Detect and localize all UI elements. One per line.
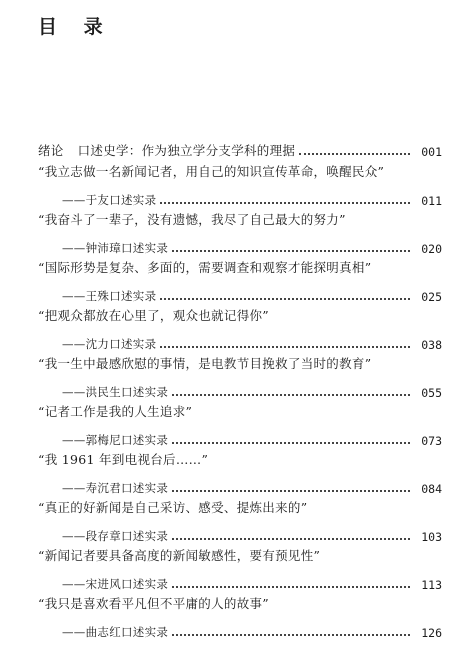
toc-entry-page: 011 <box>421 194 442 208</box>
toc-entry-quote-line <box>38 548 442 564</box>
toc-entry-author: ——寿沉君口述实录 <box>62 481 169 495</box>
toc-entry-quote: “记者工作是我的人生追求” <box>38 404 193 419</box>
toc-entry-author-line <box>38 288 442 304</box>
toc-entry-author: ——于友口述实录 <box>62 193 157 207</box>
leader-dots <box>172 634 410 636</box>
toc-entry-page: 025 <box>421 290 442 304</box>
toc-entry-quote: “新闻记者要具备高度的新闻敏感性，要有预见性” <box>38 548 321 563</box>
toc-entry-page: 073 <box>421 434 442 448</box>
toc-entry-quote: “把观众都放在心里了，观众也就记得你” <box>38 308 269 323</box>
toc-entry-author: ——郭梅尼口述实录 <box>62 433 169 447</box>
toc-intro-label: 绪论 <box>38 143 64 158</box>
toc-entry-author: ——曲志红口述实录 <box>62 625 169 639</box>
toc-entry-quote-line <box>38 596 442 612</box>
page-title: 目 录 <box>38 16 113 38</box>
leader-dots <box>172 250 410 252</box>
leader-dots <box>172 394 410 396</box>
leader-dots <box>172 586 410 588</box>
leader-dots <box>160 298 410 300</box>
leader-dots <box>172 490 410 492</box>
toc-entry-author-line <box>38 336 442 352</box>
toc-entry-quote-line <box>38 404 442 420</box>
toc-entry-author-line <box>38 624 442 640</box>
toc-entry-author-line <box>38 576 442 592</box>
toc-entry-author: ——王殊口述实录 <box>62 289 157 303</box>
toc-entry-quote: “我 1961 年到电视台后……” <box>38 452 209 467</box>
toc-intro-line <box>38 143 442 159</box>
toc-entry-page: 055 <box>421 386 442 400</box>
toc-entry-author-line <box>38 480 442 496</box>
leader-dots <box>160 346 410 348</box>
toc-intro-page: 001 <box>421 145 442 159</box>
toc-entry-author-line <box>38 528 442 544</box>
toc-entry-quote-line <box>38 500 442 516</box>
toc-entry-quote: “我奋斗了一辈子，没有遗憾，我尽了自己最大的努力” <box>38 212 346 227</box>
leader-dots <box>160 202 410 204</box>
toc-entry-quote: “我一生中最感欣慰的事情，是电教节目挽救了当时的教育” <box>38 356 372 371</box>
toc-entry-page: 113 <box>421 578 442 592</box>
toc-entry-quote-line <box>38 260 442 276</box>
toc-entry-quote: “我只是喜欢看平凡但不平庸的人的故事” <box>38 596 269 611</box>
leader-dots <box>172 538 410 540</box>
toc-entry-quote: “真正的好新闻是自己采访、感受、提炼出来的” <box>38 500 308 515</box>
toc-entry-page: 084 <box>421 482 442 496</box>
toc-entry-author: ——钟沛璋口述实录 <box>62 241 169 255</box>
toc-entry-author-line <box>38 240 442 256</box>
toc-entry-quote-line <box>38 356 442 372</box>
toc-entry-author-line <box>38 432 442 448</box>
toc-entry-author: ——段存章口述实录 <box>62 529 169 543</box>
toc-intro-title: 口述史学：作为独立学分支学科的理据 <box>77 143 296 158</box>
toc-entry-author: ——宋进风口述实录 <box>62 577 169 591</box>
toc-entry-page: 103 <box>421 530 442 544</box>
toc-entry-author: ——洪民生口述实录 <box>62 385 169 399</box>
toc-entry-author-line <box>38 192 442 208</box>
toc-entry-quote-line <box>38 308 442 324</box>
toc-entry-author: ——沈力口述实录 <box>62 337 157 351</box>
toc-entry-quote-line <box>38 212 442 228</box>
toc-entry-quote: “国际形势是复杂、多面的，需要调查和观察才能探明真相” <box>38 260 372 275</box>
toc-entry-page: 020 <box>421 242 442 256</box>
toc-entry-quote-line <box>38 164 442 180</box>
toc-entry-page: 126 <box>421 626 442 640</box>
toc-entry-author-line <box>38 384 442 400</box>
leader-dots <box>299 153 410 155</box>
toc-entry-quote-line <box>38 452 442 468</box>
leader-dots <box>172 442 410 444</box>
toc-entry-page: 038 <box>421 338 442 352</box>
toc-entry-quote: “我立志做一名新闻记者，用自己的知识宣传革命，唤醒民众” <box>38 164 385 179</box>
